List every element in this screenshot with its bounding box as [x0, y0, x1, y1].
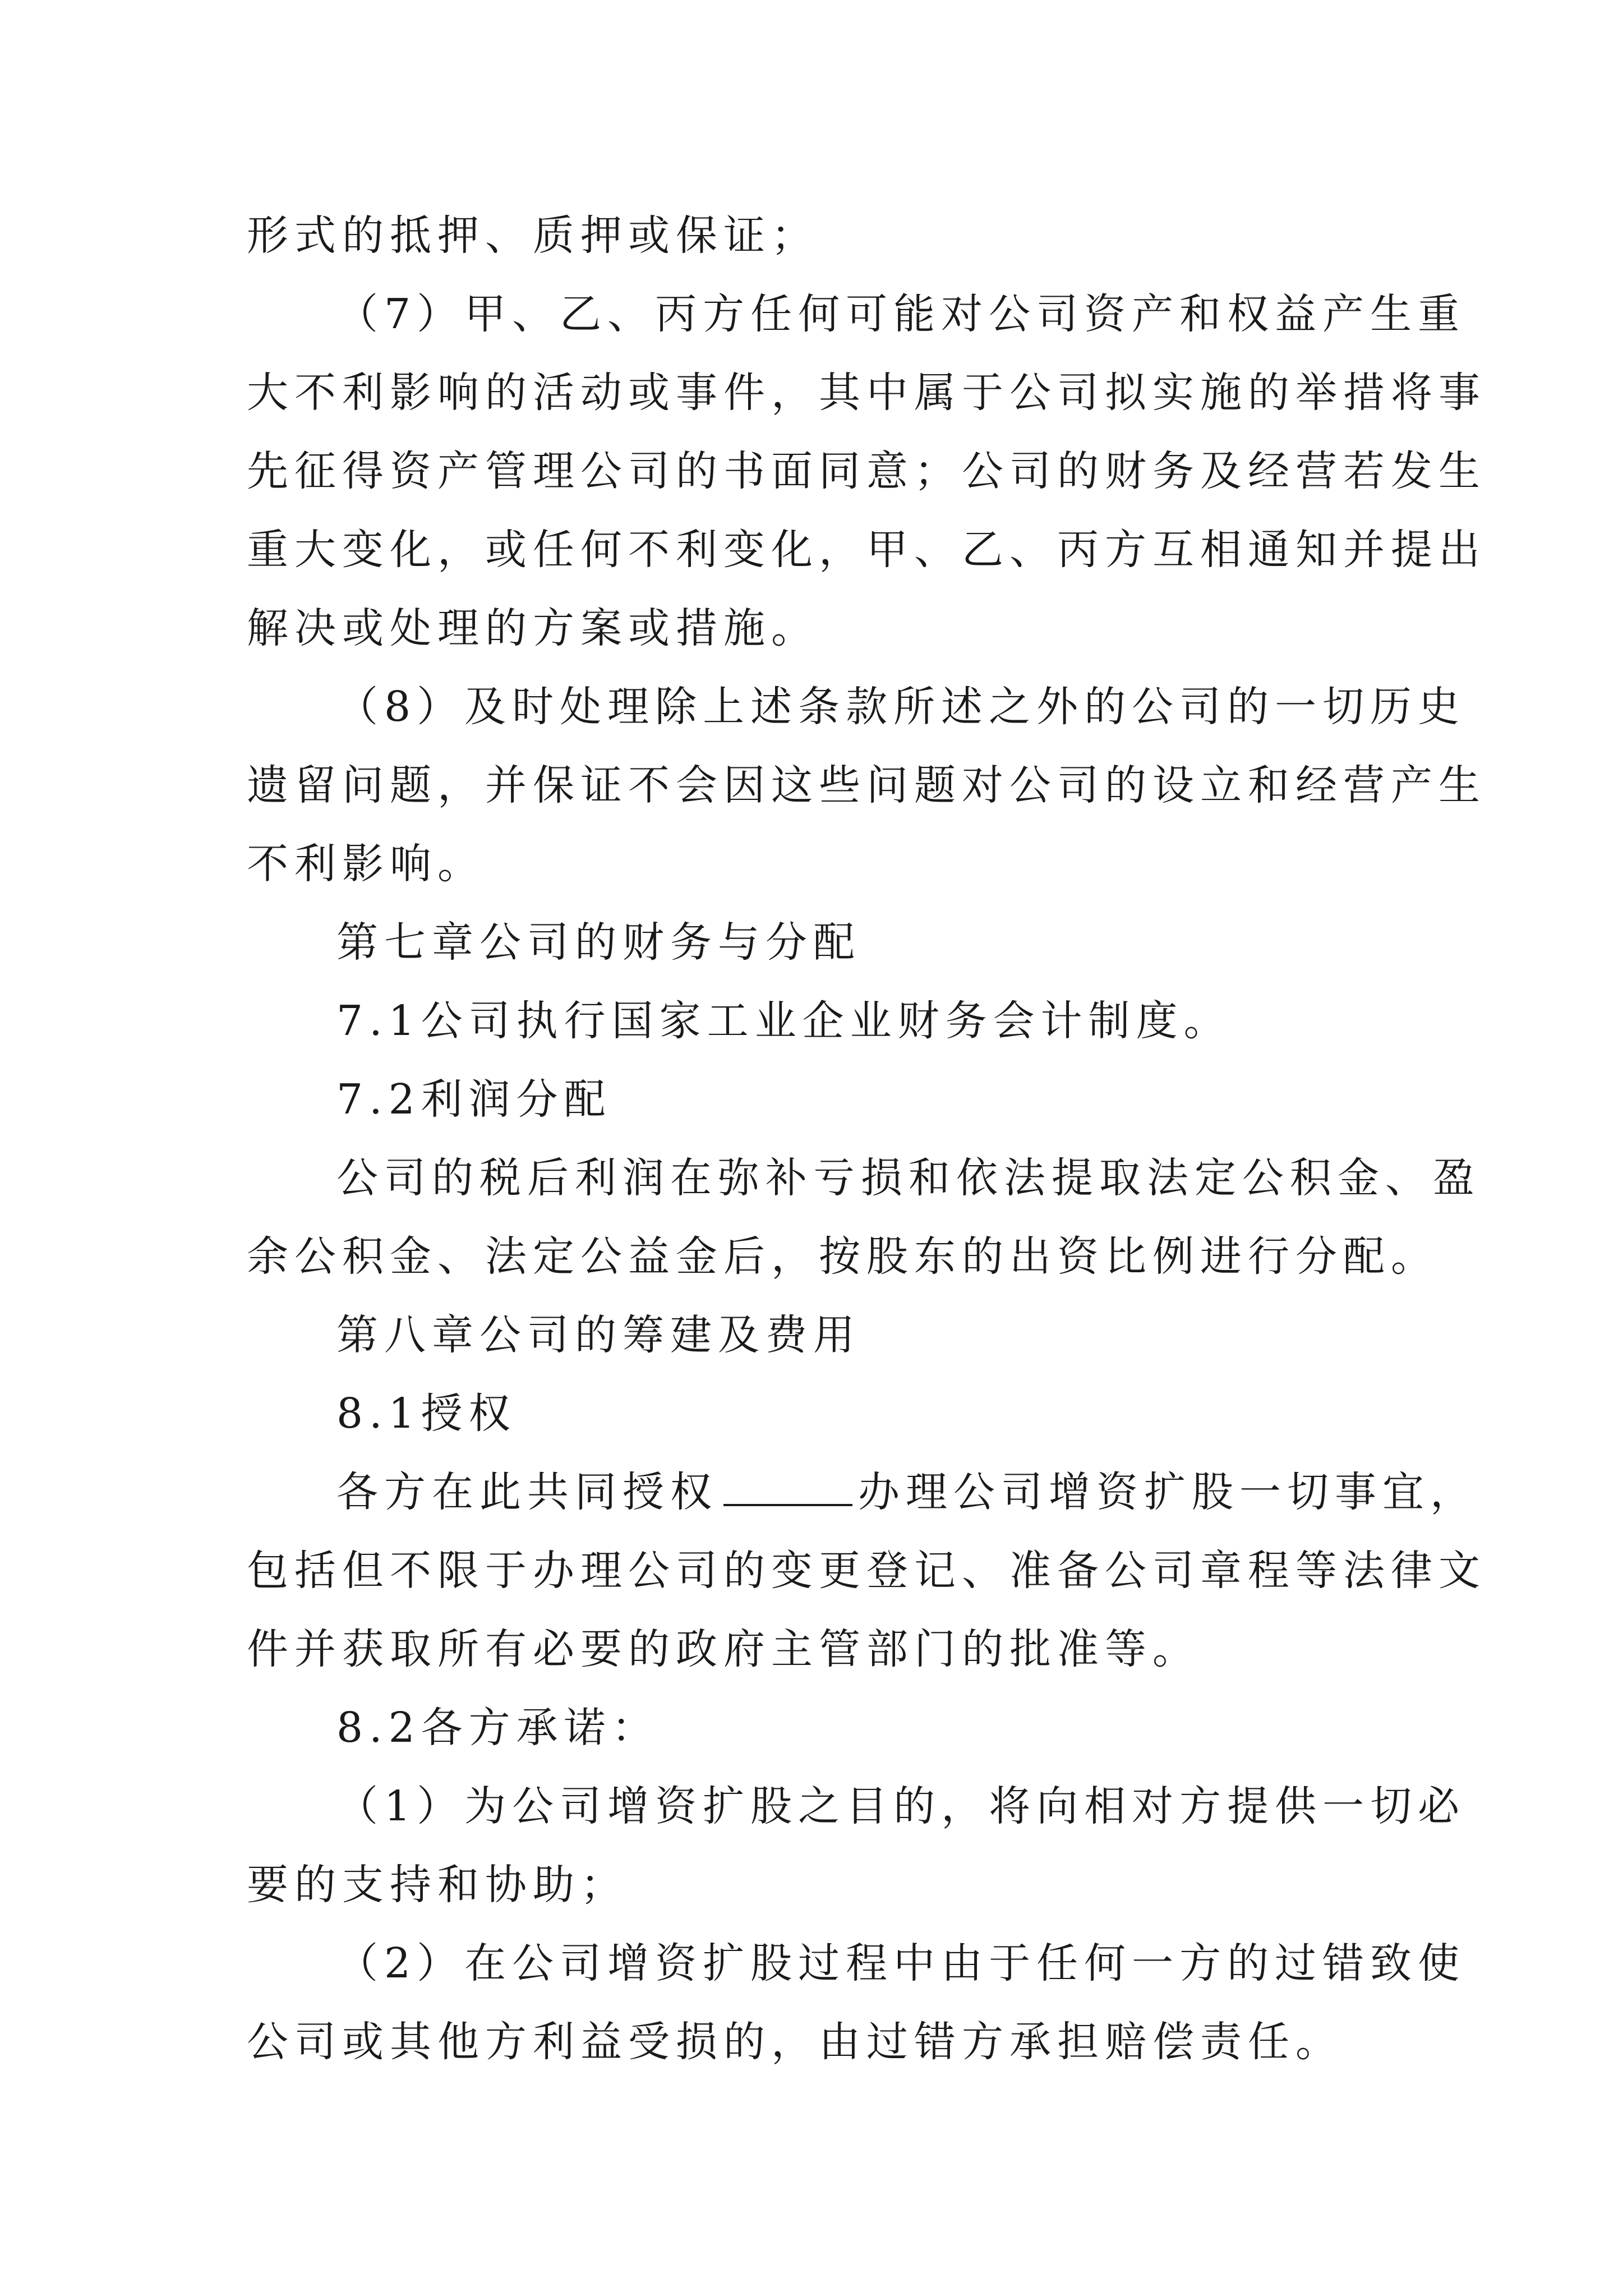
chapter-8-heading [247, 1296, 1391, 1374]
text-line: 遗留问题，并保证不会因这些问题对公司的设立和经营产生 [247, 761, 1486, 809]
text-line: （2）在公司增资扩股过程中由于任何一方的过错致使 [336, 1939, 1466, 1987]
section-8-2-heading [247, 1688, 1391, 1767]
chapter-7-heading [247, 903, 1391, 982]
text-line: 公司的税后利润在弥补亏损和依法提取法定公积金、盈 [336, 1154, 1481, 1202]
paragraph-item-8 [247, 668, 1486, 903]
text-line: 7.1公司执行国家工业企业财务会计制度。 [336, 997, 1232, 1045]
text-line: 不利影响。 [247, 840, 485, 888]
text-line: （7）甲、乙、丙方任何可能对公司资产和权益产生重 [336, 290, 1466, 338]
paragraph-item-7 [247, 275, 1486, 668]
section-8-1-body [247, 1453, 1486, 1688]
section-8-2-item-2 [247, 1924, 1466, 2081]
text-line: 第七章公司的财务与分配 [336, 918, 861, 967]
text-line: 解决或处理的方案或措施。 [247, 604, 819, 652]
section-7-2-heading [247, 1060, 1391, 1139]
document-body [247, 196, 1486, 2081]
text-line: 要的支持和协助； [247, 1861, 628, 1909]
text-line: 重大变化，或任何不利变化，甲、乙、丙方互相通知并提出 [247, 526, 1486, 574]
text-line: 公司或其他方利益受损的，由过错方承担赔偿责任。 [247, 2018, 1343, 2066]
text-line: 余公积金、法定公益金后，按股东的出资比例进行分配。 [247, 1232, 1438, 1281]
text-line: 第八章公司的筹建及费用 [336, 1311, 861, 1359]
section-8-2-item-1 [247, 1767, 1466, 1924]
text-line: 大不利影响的活动或事件，其中属于公司拟实施的举措将事 [247, 369, 1486, 417]
text-line: （8）及时处理除上述条款所述之外的公司的一切历史 [336, 683, 1466, 731]
fill-in-blank [723, 1470, 852, 1506]
section-7-1 [247, 982, 1391, 1060]
text-line: 包括但不限于办理公司的变更登记、准备公司章程等法律文 [247, 1547, 1486, 1595]
text-line-with-blank [247, 1453, 1478, 1531]
text-line: （1）为公司增资扩股之目的，将向相对方提供一切必 [336, 1782, 1466, 1830]
section-7-2-body [247, 1139, 1481, 1296]
text-line: 8.2各方承诺： [336, 1704, 660, 1752]
text-line: 件并获取所有必要的政府主管部门的批准等。 [247, 1625, 1200, 1673]
text-segment: 办理公司增资扩股一切事宜， [858, 1468, 1478, 1516]
text-segment: 各方在此共同授权 [336, 1468, 718, 1516]
text-line: 7.2利润分配 [336, 1075, 612, 1124]
text-line: 8.1授权 [336, 1389, 517, 1438]
paragraph-continuation [247, 196, 1391, 275]
section-8-1-heading [247, 1374, 1391, 1453]
text-line: 先征得资产管理公司的书面同意；公司的财务及经营若发生 [247, 447, 1486, 495]
text-line: 形式的抵押、质押或保证； [247, 211, 819, 260]
